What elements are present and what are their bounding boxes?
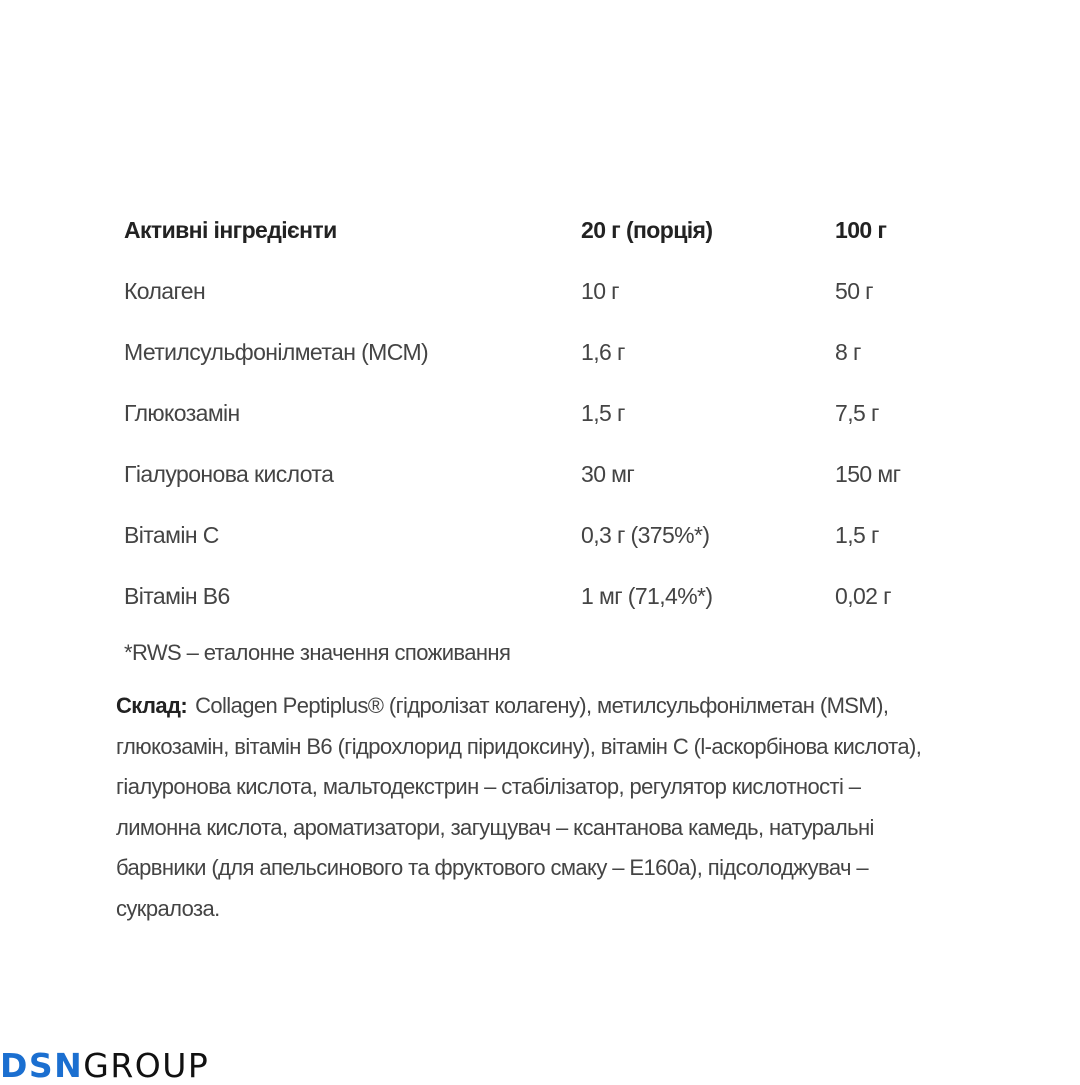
ingredient-per-100g: 0,02 г: [835, 583, 891, 609]
table-row: [124, 444, 924, 505]
table-row: [124, 383, 924, 444]
logo-dsn: DSN: [0, 1046, 84, 1085]
composition-label: Склад:: [116, 693, 188, 718]
ingredient-per-100g: 50 г: [835, 278, 873, 304]
ingredient-portion: 0,3 г (375%*): [581, 522, 710, 548]
table-row: [124, 322, 924, 383]
ingredient-per-100g: 1,5 г: [835, 522, 879, 548]
rws-footnote: *RWS – еталонне значення споживання: [124, 640, 511, 665]
ingredient-portion: 1,6 г: [581, 339, 625, 365]
table-row: [124, 505, 924, 566]
composition-text: Collagen Peptiplus® (гідролізат колагену), метилсульфонілметан (MSM), глюкозамін, вітамін B6 (гідрохлорид піридоксину), вітамін С (l-аскорбінова кислота), гіалуронова кислота, мальтодекстрин – стабілізатор, регулятор кислотності – лимонна кислота, ароматизатори, загущувач – ксантанова камедь, натуральні барвники (для апельсинового та фруктового смаку – E160a), підсолоджувач – сукралоза.: [116, 693, 922, 921]
header-per-100g: 100 г: [835, 217, 887, 243]
ingredient-name: Гіалуронова кислота: [124, 461, 334, 487]
ingredient-per-100g: 7,5 г: [835, 400, 879, 426]
ingredient-name: Глюкозамін: [124, 400, 240, 426]
ingredient-name: Вітамін С: [124, 522, 219, 548]
header-ingredients: Активні інгредієнти: [124, 217, 337, 243]
ingredient-per-100g: 8 г: [835, 339, 861, 365]
table-row: [124, 566, 924, 627]
ingredient-portion: 10 г: [581, 278, 619, 304]
composition-paragraph: [116, 686, 946, 929]
ingredient-portion: 1,5 г: [581, 400, 625, 426]
ingredient-name: Метилсульфонілметан (МСМ): [124, 339, 429, 365]
ingredients-table: [124, 200, 924, 627]
dsn-group-logo: [0, 1048, 209, 1084]
header-portion: 20 г (порція): [581, 217, 713, 243]
ingredient-name: Вітамін B6: [124, 583, 230, 609]
table-header-row: [124, 200, 924, 261]
ingredient-name: Колаген: [124, 278, 206, 304]
ingredient-portion: 1 мг (71,4%*): [581, 583, 713, 609]
ingredient-portion: 30 мг: [581, 461, 635, 487]
ingredient-per-100g: 150 мг: [835, 461, 901, 487]
table-row: [124, 261, 924, 322]
logo-group: GROUP: [83, 1046, 210, 1085]
